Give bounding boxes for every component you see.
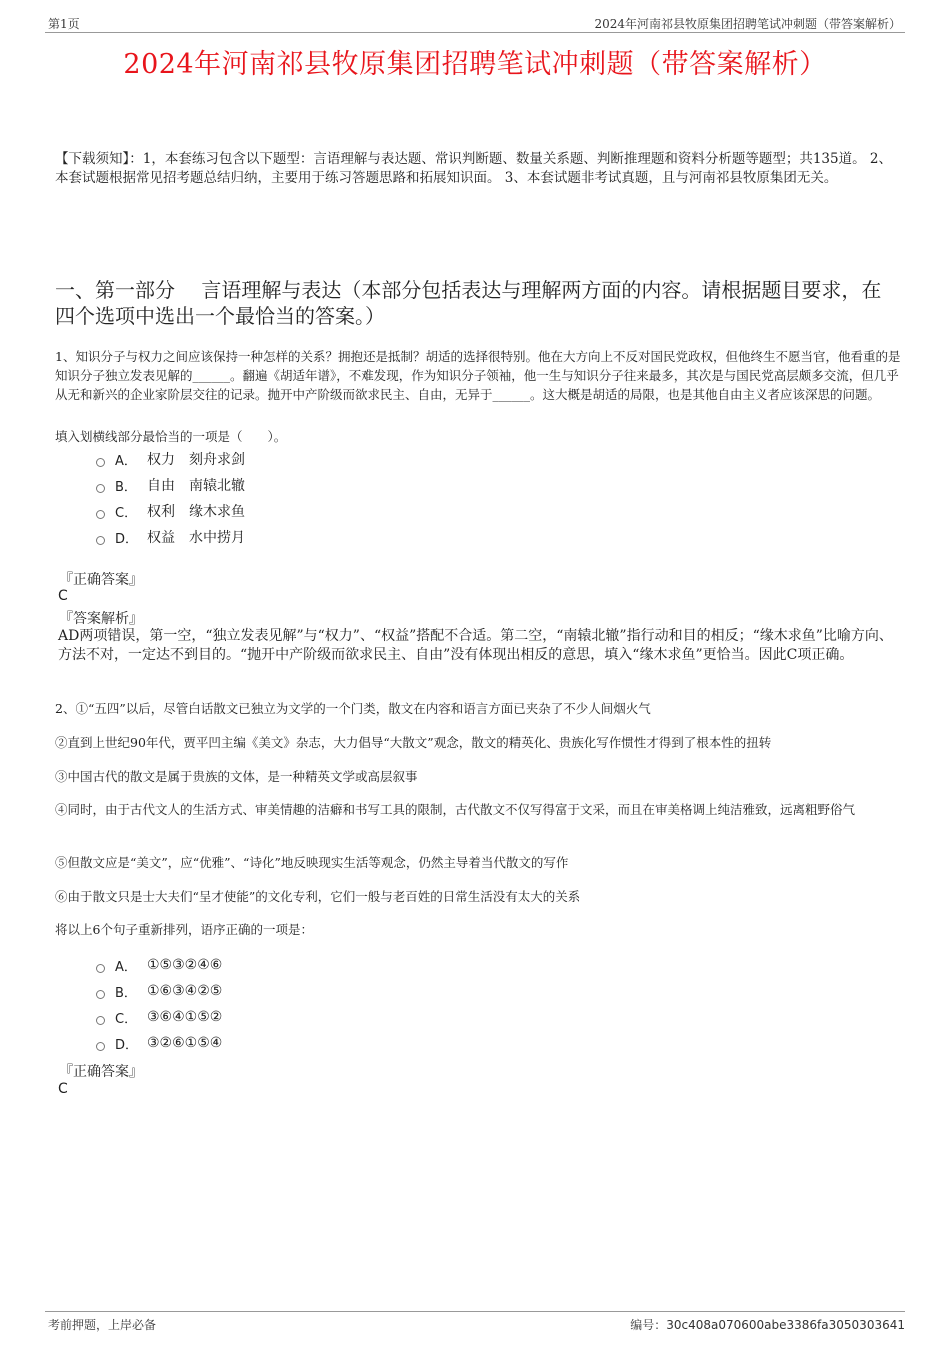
code-value: 30c408a070600abe3386fa3050303641 [666, 1318, 905, 1332]
radio-icon[interactable] [96, 990, 105, 999]
option-text: 权力 刻舟求剑 [147, 452, 245, 468]
q2-answer-label: 『正确答案』 [59, 1064, 143, 1080]
option-text: 自由 南辕北辙 [147, 478, 245, 494]
option-letter: D． [115, 531, 139, 547]
q1-option-b[interactable] [96, 472, 245, 498]
q1-option-d[interactable] [96, 524, 245, 550]
page-number: 第1页 [48, 17, 80, 31]
q1-prompt: 填入划横线部分最恰当的一项是（ ）。 [55, 429, 287, 444]
q2-answer: C [58, 1081, 68, 1097]
radio-icon[interactable] [96, 484, 105, 493]
q1-options [96, 446, 245, 550]
q2-sentence-4: ④同时，由于古代文人的生活方式、审美情趣的洁癖和书写工具的限制，古代散文不仅写得富于文采，而且在审美格调上纯洁雅致，远离粗野俗气 [55, 802, 856, 817]
running-title: 2024年河南祁县牧原集团招聘笔试冲刺题（带答案解析） [594, 17, 901, 31]
q2-sentence-6: ⑥由于散文只是士大夫们“呈才使能”的文化专利，它们一般与老百姓的日常生活没有太大的关系 [55, 889, 581, 904]
option-text: ①⑤③②④⑥ [147, 957, 223, 973]
page-footer [45, 1311, 905, 1332]
radio-icon[interactable] [96, 510, 105, 519]
q1-answer-label: 『正确答案』 [59, 572, 143, 588]
option-letter: B． [115, 985, 137, 1001]
q2-sentence-5: ⑤但散文应是“美文”，应“优雅”、“诗化”地反映现实生活等观念，仍然主导着当代散文的写作 [55, 855, 569, 870]
download-notice: 【下载须知】：1，本套练习包含以下题型：言语理解与表达题、常识判断题、数量关系题、判断推理题和资料分析题等题型；共135道。 2、本套试题根据常见招考题总结归纳，主要用于练习答题思路和拓展知识面。 3、本套试题非考试真题，且与河南祁县牧原集团无关。 [55, 151, 892, 186]
option-text: ①⑥③④②⑤ [147, 983, 223, 999]
option-text: 权利 缘木求鱼 [147, 504, 245, 520]
option-text: 权益 水中捞月 [147, 530, 245, 546]
q2-option-b[interactable] [96, 978, 222, 1004]
q2-sentence-3: ③中国古代的散文是属于贵族的文体，是一种精英文学或高层叙事 [55, 769, 418, 784]
q1-stem: 1、知识分子与权力之间应该保持一种怎样的关系？拥抱还是抵制？胡适的选择很特别。他在大方向上不反对国民党政权，但他终生不愿当官，他看重的是知识分子独立发表见解的______。翻遍《胡适年谱》，不难发现，作为知识分子领袖，他一生与知识分子往来最多，其次是与国民党高层颇多交流，但几乎从无和新兴的企业家阶层交往的记录。抛开中产阶级而欲求民主、自由，无异于______。这大概是胡适的局限，也是其他自由主义者应该深思的问题。 [55, 349, 901, 402]
q1-option-a[interactable] [96, 446, 245, 472]
radio-icon[interactable] [96, 536, 105, 545]
radio-icon[interactable] [96, 964, 105, 973]
q2-option-d[interactable] [96, 1030, 222, 1056]
radio-icon[interactable] [96, 1016, 105, 1025]
code-label: 编号： [630, 1318, 667, 1332]
q2-sentence-1: 2、①“五四”以后，尽管白话散文已独立为文学的一个门类，散文在内容和语言方面已夹杂了不少人间烟火气 [55, 701, 651, 716]
option-letter: C． [115, 505, 138, 521]
q1-analysis-label: 『答案解析』 [59, 611, 143, 627]
option-letter: A． [115, 959, 137, 975]
option-text: ③⑥④①⑤② [147, 1009, 223, 1025]
q2-prompt: 将以上6个句子重新排列，语序正确的一项是： [55, 922, 313, 937]
q2-option-a[interactable] [96, 952, 222, 978]
option-letter: A． [115, 453, 137, 469]
document-code [630, 1316, 905, 1333]
document-title: 2024年河南祁县牧原集团招聘笔试冲刺题（带答案解析） [123, 49, 827, 80]
page-header [45, 14, 905, 33]
section-heading: 一、第一部分 言语理解与表达（本部分包括表达与理解两方面的内容。请根据题目要求，在四个选项中选出一个最恰当的答案。） [55, 278, 882, 328]
option-text: ③②⑥①⑤④ [147, 1035, 223, 1051]
q2-sentence-2: ②直到上世纪90年代，贾平凹主编《美文》杂志，大力倡导“大散文”观念，散文的精英化、贵族化写作惯性才得到了根本性的扭转 [55, 735, 772, 750]
option-letter: C． [115, 1011, 138, 1027]
radio-icon[interactable] [96, 1042, 105, 1051]
option-letter: D． [115, 1037, 139, 1053]
q2-option-c[interactable] [96, 1004, 222, 1030]
option-letter: B． [115, 479, 137, 495]
footer-slogan: 考前押题，上岸必备 [48, 1318, 157, 1332]
radio-icon[interactable] [96, 458, 105, 467]
q1-option-c[interactable] [96, 498, 245, 524]
q1-analysis: AD两项错误，第一空，“独立发表见解”与“权力”、“权益”搭配不合适。第二空，“南辕北辙”指行动和目的相反；“缘木求鱼”比喻方向、方法不对，一定达不到目的。“抛开中产阶级而欲求民主、自由”没有体现出相反的意思，填入“缘木求鱼”更恰当。因此C项正确。 [58, 628, 893, 663]
q1-answer: C [58, 588, 68, 604]
q2-options [96, 952, 222, 1056]
